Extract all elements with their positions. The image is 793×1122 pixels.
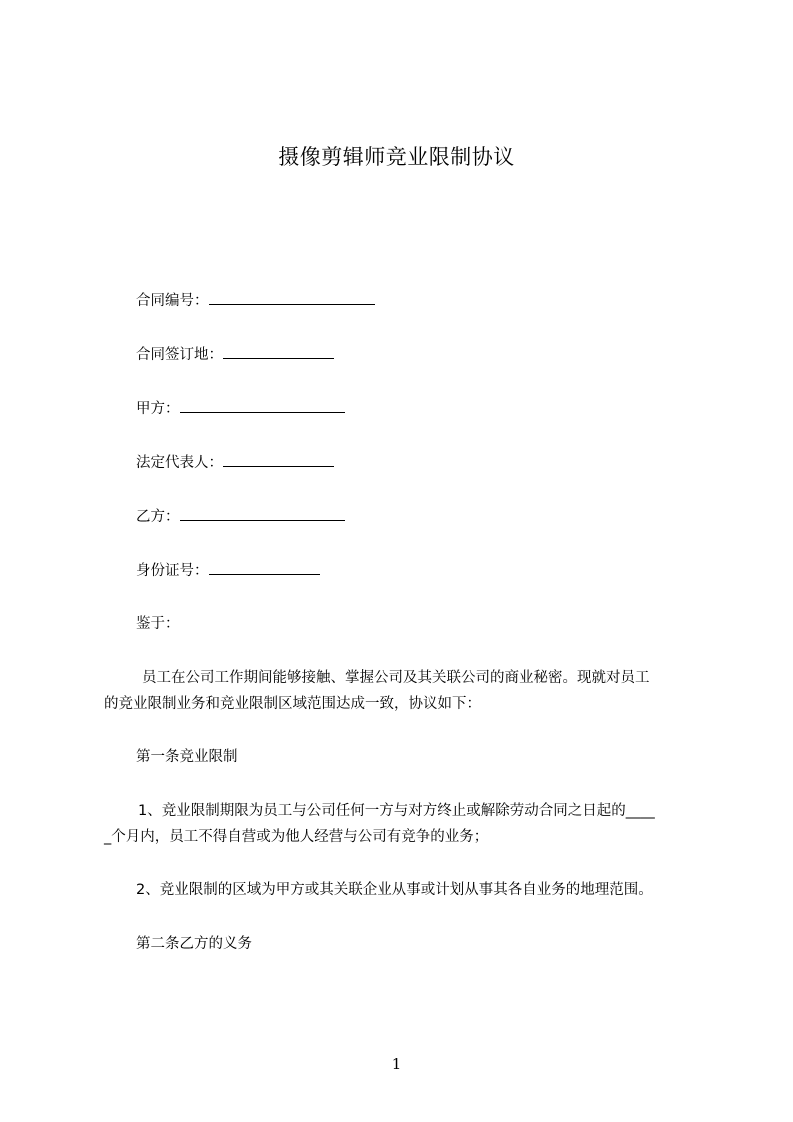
legal-representative-blank [223, 452, 334, 467]
party-a-blank [180, 398, 345, 413]
document-title: 摄像剪辑师竞业限制协议 [278, 145, 515, 169]
id-number-label: 身份证号： [136, 563, 209, 579]
legal-representative-label: 法定代表人： [136, 455, 223, 471]
signing-place-label: 合同签订地： [136, 347, 223, 363]
id-number-blank [209, 560, 320, 575]
id-number-field [136, 560, 320, 582]
legal-representative-field [136, 452, 334, 474]
party-a-label: 甲方： [136, 401, 180, 417]
signing-place-blank [223, 344, 334, 359]
party-b-label: 乙方： [136, 509, 180, 525]
page-number: 1 [391, 1055, 402, 1073]
intro-line-2: 的竞业限制业务和竞业限制区域范围达成一致，协议如下： [104, 696, 481, 712]
intro-line-1: 员工在公司工作期间能够接触、掌握公司及其关联公司的商业秘密。现就对员工 [142, 670, 650, 686]
contract-number-label: 合同编号： [136, 293, 209, 309]
article-2-heading: 第二条乙方的义务 [136, 936, 252, 952]
contract-number-field [136, 290, 375, 312]
clause-1-line-2: _个月内，员工不得自营或为他人经营与公司有竞争的业务； [104, 829, 489, 845]
whereas-label: 鉴于： [136, 616, 180, 632]
signing-place-field [136, 344, 334, 366]
party-b-blank [180, 506, 345, 521]
article-1-heading: 第一条竞业限制 [136, 749, 238, 765]
clause-1-line-1: 1、竞业限制期限为员工与公司任何一方与对方终止或解除劳动合同之日起的____ [138, 803, 655, 819]
clause-2: 2、竞业限制的区域为甲方或其关联企业从事或计划从事其各自业务的地理范围。 [136, 882, 653, 898]
party-a-field [136, 398, 345, 420]
contract-number-blank [209, 290, 375, 305]
party-b-field [136, 506, 345, 528]
